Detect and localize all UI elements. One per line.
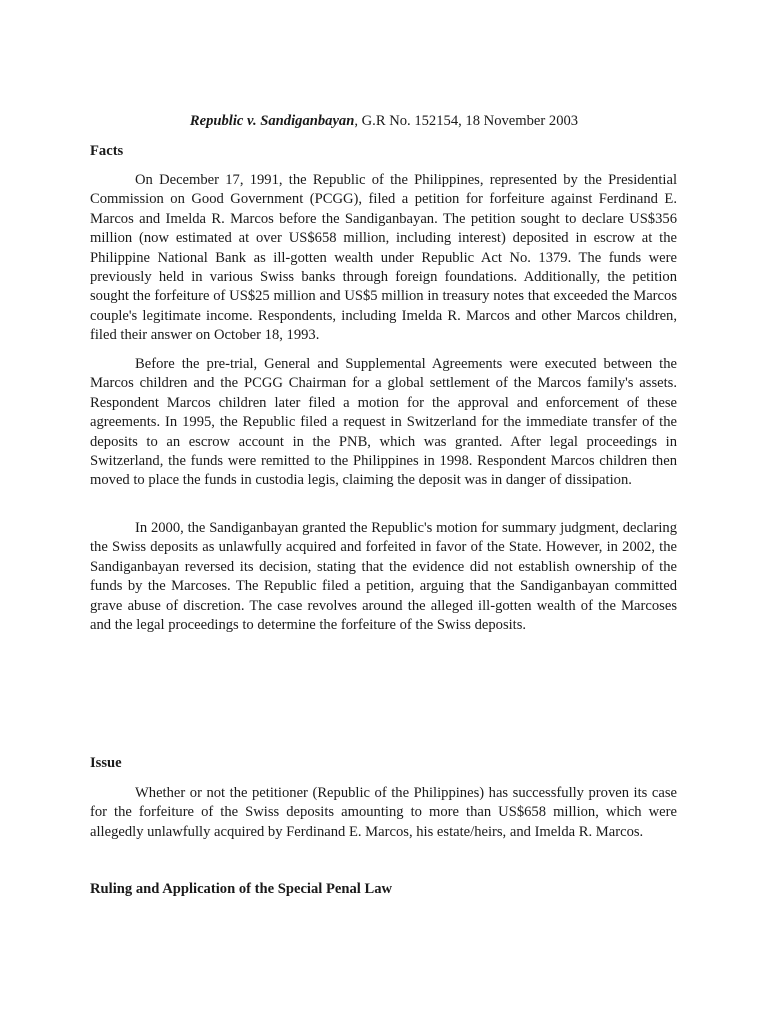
facts-paragraph-2: Before the pre-trial, General and Supplemental Agreements were executed between the Marcos children and the PCGG Chairman for a global settlement of the Marcos family's assets. Respondent Marcos children later filed a motion for the approval and enforcement of these agreements. In 1995, the Republic filed a request in Switzerland for the immediate transfer of the deposits to an escrow account in the PNB, which was granted. After legal proceedings in Switzerland, the funds were remitted to the Philippines in 1998. Respondent Marcos children then moved to place the funds in custodia legis, claiming the deposit was in danger of dissipation. [90,356,677,489]
facts-heading: Facts [90,143,124,159]
case-citation: , G.R No. 152154, 18 November 2003 [354,113,579,129]
facts-paragraph-1: On December 17, 1991, the Republic of the Philippines, represented by the Presidential Commission on Good Government (PCGG), filed a petition for forfeiture against Ferdinand E. Marcos and Imelda R. Marcos before the Sandiganbayan. The petition sought to declare US$356 million (now estimated at over US$658 million, including interest) deposited in escrow at the Philippine National Bank as ill-gotten wealth under Republic Act No. 1379. The funds were previously held in various Swiss banks through foreign foundations. Additionally, the petition sought the forfeiture of US$25 million and US$5 million in treasury notes that exceeded the Marcos couple's legitimate income. Respondents, including Imelda R. Marcos and other Marcos children, filed their answer on October 18, 1993. [90,172,677,344]
issue-paragraph: Whether or not the petitioner (Republic of the Philippines) has successfully proven its case for the forfeiture of the Swiss deposits amounting to more than US$658 million, which were allegedly unlawfully acquired by Ferdinand E. Marcos, his estate/heirs, and Imelda R. Marcos. [90,785,677,840]
issue-heading: Issue [90,755,122,771]
case-name: Republic v. Sandiganbayan [189,113,355,129]
facts-paragraph-3: In 2000, the Sandiganbayan granted the Republic's motion for summary judgment, declaring the Swiss deposits as unlawfully acquired and forfeited in favor of the State. However, in 2002, the Sandiganbayan reversed its decision, stating that the evidence did not establish ownership of the funds by the Marcoses. The Republic filed a petition, arguing that the Sandiganbayan committed grave abuse of discretion. The case revolves around the alleged ill-gotten wealth of the Marcoses and the legal proceedings to determine the forfeiture of the Swiss deposits. [90,520,677,634]
case-title [0,111,768,131]
ruling-heading: Ruling and Application of the Special Penal Law [90,881,393,897]
